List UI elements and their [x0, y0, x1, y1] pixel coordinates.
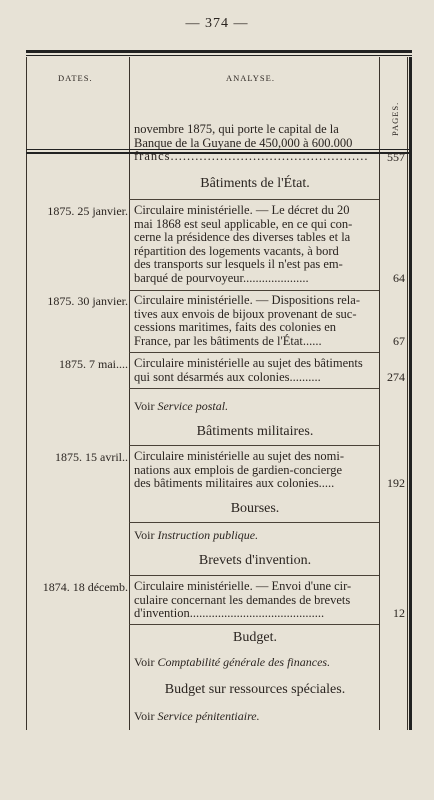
entry-line: culaire concernant les demandes de brevets [134, 592, 351, 607]
row-divider [129, 575, 379, 576]
row-divider [129, 199, 379, 200]
page-ref: 64 [393, 271, 405, 285]
page-ref: 557 [387, 150, 405, 164]
entry-analysis [134, 294, 376, 348]
section-heading: Budget. [233, 630, 277, 645]
cross-reference [134, 528, 258, 543]
row-divider [129, 290, 379, 291]
entry-line: Circulaire ministérielle. — Dispositions rela- [134, 293, 360, 307]
index-table [26, 50, 412, 730]
entry-analysis [134, 580, 376, 621]
entry-analysis [134, 450, 376, 491]
page-ref: 67 [393, 334, 405, 348]
row-divider [129, 445, 379, 446]
voir-target: Comptabilité générale des finances. [157, 655, 331, 669]
section-heading: Brevets d'invention. [198, 553, 312, 568]
entry-date: 1875. 15 avril.. [55, 450, 128, 464]
entry-line: mai 1868 est seul applicable, en ce qui con- [134, 216, 353, 231]
entry-line: Circulaire ministérielle au sujet des nomi- [134, 449, 345, 463]
section-heading: Bourses. [230, 501, 280, 516]
header-dates: DATES. [58, 73, 93, 83]
header-analyse: ANALYSE. [226, 73, 275, 83]
entry-line: Circulaire ministérielle. — Envoi d'une cir- [134, 579, 352, 593]
entry-line: Circulaire ministérielle au sujet des bâtiments [134, 356, 363, 370]
entry-line: des bâtiments militaires aux colonies..... [134, 476, 335, 491]
entry-line: France, par les bâtiments de l'État...... [134, 333, 322, 348]
header-pages-label: PAGES. [390, 101, 400, 136]
entry-date: 1875. 30 janvier. [47, 294, 128, 308]
entry-line: francs................................................ [134, 149, 369, 164]
top-rule [26, 50, 412, 53]
row-divider [129, 388, 379, 389]
entry-line: qui sont désarmés aux colonies.......... [134, 369, 321, 384]
top-rule-thin [26, 55, 412, 56]
section-heading: Bâtiments militaires. [196, 424, 314, 439]
entry-line: des transports sur lesquels il n'est pas em- [134, 257, 343, 272]
row-divider [129, 352, 379, 353]
page-ref: 12 [393, 606, 405, 620]
row-divider [129, 522, 379, 523]
right-border-thick [409, 57, 412, 730]
entry-continued [134, 123, 376, 164]
page-number: — 374 — [185, 16, 249, 31]
right-border-thin [407, 57, 408, 730]
entry-line: novembre 1875, qui porte le capital de la [134, 122, 339, 136]
header-pages [382, 62, 408, 142]
page-ref: 274 [387, 370, 405, 384]
section-heading: Budget sur ressources spéciales. [164, 682, 346, 697]
dates-column-divider [129, 57, 130, 730]
entry-line: cessions maritimes, faits des colonies en [134, 320, 337, 335]
cross-reference [134, 399, 228, 414]
voir-target: Service postal. [157, 399, 229, 413]
entry-line: barqué de pourvoyeur..................... [134, 270, 309, 285]
cross-reference [134, 709, 260, 724]
section-heading: Bâtiments de l'État. [200, 176, 310, 191]
left-border [26, 57, 27, 730]
entry-line: répartition des logements vacants, à bord [134, 243, 339, 258]
entry-date: 1874. 18 décemb. [42, 580, 128, 594]
voir-target: Service pénitentiaire. [157, 709, 260, 723]
entry-line: d'invention........................................... [134, 606, 325, 621]
entry-line: Banque de la Guyane de 450,000 à 600.000 [134, 135, 353, 150]
voir-prefix: Voir [134, 655, 158, 669]
entry-date: 1875. 7 mai.... [59, 357, 128, 371]
entry-analysis [134, 204, 376, 286]
entry-line: tives aux envois de bijoux provenant de suc- [134, 306, 357, 321]
voir-prefix: Voir [134, 709, 158, 723]
entry-line: cerne la présidence des diverses tables et la [134, 230, 351, 245]
voir-prefix: Voir [134, 399, 158, 413]
cross-reference [134, 655, 330, 670]
voir-target: Instruction publique. [157, 528, 259, 542]
voir-prefix: Voir [134, 528, 158, 542]
entry-line: nations aux emplois de gardien-concierge [134, 462, 343, 477]
entry-date: 1875. 25 janvier. [47, 204, 128, 218]
entry-analysis [134, 357, 376, 384]
page-ref: 192 [387, 476, 405, 490]
row-divider [129, 624, 379, 625]
entry-line: Circulaire ministérielle. — Le décret du 20 [134, 203, 350, 217]
